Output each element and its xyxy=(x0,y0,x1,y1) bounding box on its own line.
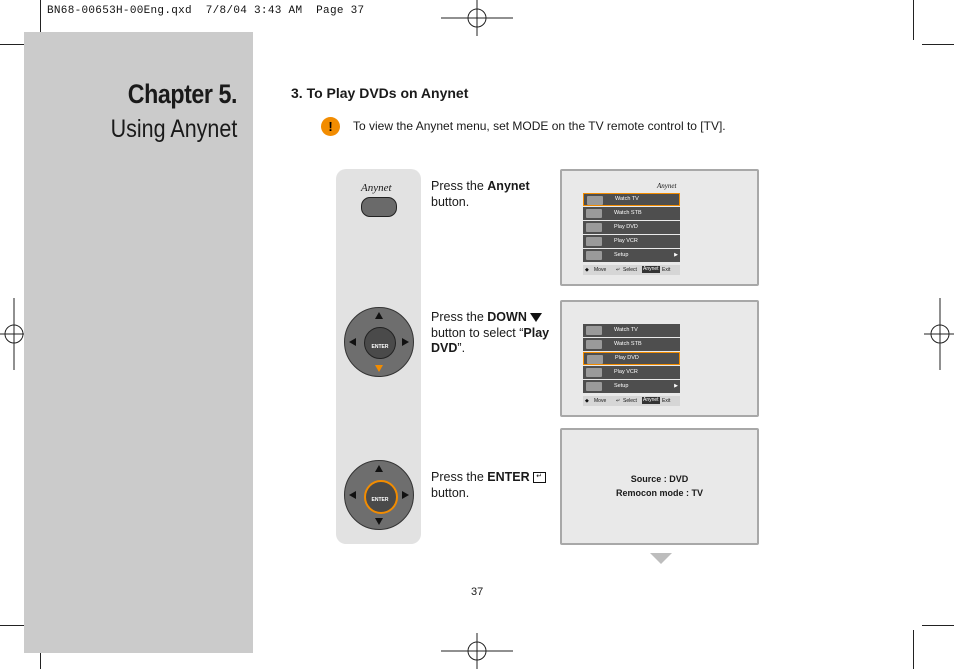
enter-icon: ↵ xyxy=(533,472,546,483)
page-number: 37 xyxy=(471,586,484,598)
crop-mark xyxy=(922,625,954,626)
up-arrow-icon xyxy=(375,312,383,319)
source-text: Source : DVD xyxy=(630,474,689,484)
up-arrow-icon xyxy=(375,465,383,472)
chevron-right-icon: ▶ xyxy=(674,383,678,389)
anynet-button[interactable] xyxy=(361,197,397,217)
dvd-icon xyxy=(587,355,603,364)
dvd-icon xyxy=(586,223,602,232)
registration-mark-right xyxy=(924,298,954,370)
file-header: BN68-00653H-00Eng.qxd 7/8/04 3:43 AM Page 37 xyxy=(47,5,365,17)
down-arrow-icon xyxy=(375,518,383,525)
direction-pad[interactable] xyxy=(344,307,414,377)
gear-icon xyxy=(586,382,602,391)
section-title: 3. To Play DVDs on Anynet xyxy=(291,85,469,101)
registration-mark-top xyxy=(441,0,513,36)
stb-icon xyxy=(586,340,602,349)
down-arrow-icon xyxy=(375,365,383,372)
crop-mark xyxy=(922,44,954,45)
step-2-text: Press the DOWN button to select “Play DVD”. xyxy=(431,310,550,355)
warning-icon: ! xyxy=(321,117,340,136)
chapter-subtitle: Using Anynet xyxy=(110,115,237,143)
tv-screen-3 xyxy=(560,428,759,545)
continue-arrow-icon xyxy=(650,553,672,564)
menu-item-play-vcr[interactable]: Play VCR xyxy=(583,235,680,248)
remocon-mode-text: Remocon mode : TV xyxy=(615,488,703,498)
registration-mark-bottom xyxy=(441,633,513,669)
stb-icon xyxy=(586,209,602,218)
menu-item-setup[interactable]: Setup ▶ xyxy=(583,380,680,393)
crop-mark xyxy=(913,0,914,40)
menu-item-watch-stb[interactable]: Watch STB xyxy=(583,207,680,220)
menu-item-watch-tv[interactable]: Watch TV xyxy=(583,324,680,337)
right-arrow-icon xyxy=(402,491,409,499)
anynet-logo: Anynet xyxy=(361,182,392,194)
enter-icon: ↵ xyxy=(616,398,621,404)
tv-icon xyxy=(587,196,603,205)
vcr-icon xyxy=(586,368,602,377)
chevron-right-icon: ▶ xyxy=(674,252,678,258)
enter-label: ENTER xyxy=(371,497,389,503)
step-1-text: Press the Anynet button. xyxy=(431,179,530,209)
move-icon: ◆ xyxy=(585,398,589,404)
direction-pad[interactable] xyxy=(344,460,414,530)
note-text: To view the Anynet menu, set MODE on the TV remote control to [TV]. xyxy=(353,119,726,133)
enter-button[interactable] xyxy=(364,327,396,359)
gear-icon xyxy=(586,251,602,260)
step-3-text: Press the ENTER ↵ button. xyxy=(431,470,556,501)
menu-item-play-vcr[interactable]: Play VCR xyxy=(583,366,680,379)
tv-screen-2 xyxy=(560,300,759,417)
left-arrow-icon xyxy=(349,491,356,499)
right-arrow-icon xyxy=(402,338,409,346)
anynet-logo: Anynet xyxy=(657,182,677,190)
vcr-icon xyxy=(586,237,602,246)
left-arrow-icon xyxy=(349,338,356,346)
menu-item-watch-tv[interactable]: Watch TV xyxy=(583,193,680,206)
tv-screen-1 xyxy=(560,169,759,286)
menu-item-watch-stb[interactable]: Watch STB xyxy=(583,338,680,351)
chapter-title: Chapter 5. xyxy=(127,79,237,109)
move-icon: ◆ xyxy=(585,267,589,273)
menu-item-setup[interactable]: Setup ▶ xyxy=(583,249,680,262)
enter-label: ENTER xyxy=(371,344,389,350)
crop-mark xyxy=(913,630,914,669)
menu-bar: ◆ Move ↵ Select Anynet Exit xyxy=(583,396,680,406)
menu-item-play-dvd[interactable]: Play DVD xyxy=(583,221,680,234)
down-triangle-icon xyxy=(530,313,542,322)
menu-item-play-dvd[interactable]: Play DVD xyxy=(583,352,680,365)
enter-icon: ↵ xyxy=(616,267,621,273)
tv-icon xyxy=(586,326,602,335)
menu-bar: ◆ Move ↵ Select Anynet Exit xyxy=(583,265,680,275)
